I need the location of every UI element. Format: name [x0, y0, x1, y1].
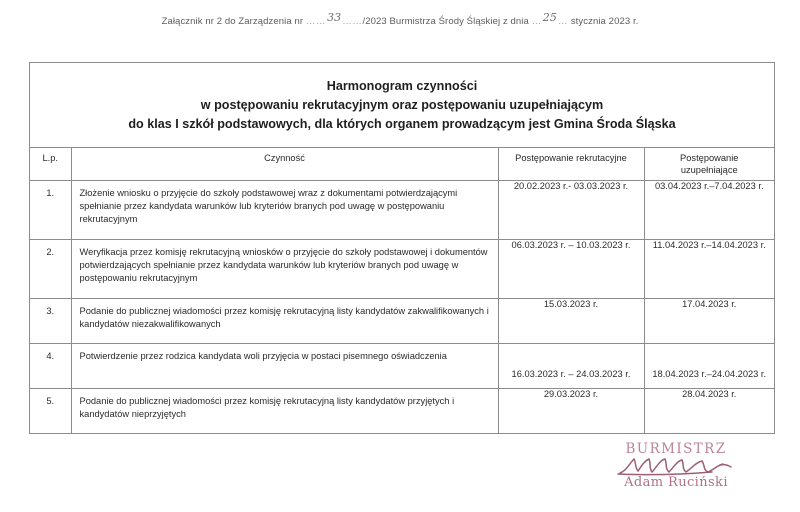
- cell-lp: 5.: [30, 389, 71, 434]
- schedule-sheet: [29, 62, 775, 434]
- cell-recruitment: 29.03.2023 r.: [498, 389, 644, 434]
- cell-recruitment: 16.03.2023 r. – 24.03.2023 r.: [498, 344, 644, 389]
- cell-activity: Złożenie wniosku o przyjęcie do szkoły podstawowej wraz z dokumentami potwierdzającymi spełnianie przez kandydata warunków lub kryteriów branych pod uwagę w postępowaniu rekrutacyjnym: [71, 181, 498, 240]
- column-header-supplementary: [644, 148, 774, 181]
- cell-supplementary: 28.04.2023 r.: [644, 389, 774, 434]
- reference-prefix: Załącznik nr 2 do Zarządzenia nr: [161, 16, 304, 27]
- signature-name: Adam Ruciński: [624, 475, 728, 490]
- cell-lp: 4.: [30, 344, 71, 389]
- title-line-3: do klas I szkół podstawowych, dla których organem prowadzącym jest Gmina Środa Śląska: [128, 117, 676, 131]
- cell-recruitment: 20.02.2023 r.- 03.03.2023 r.: [498, 181, 644, 240]
- cell-activity: Weryfikacja przez komisję rekrutacyjną wniosków o przyjęcie do szkoły podstawowej i dokumentów potwierdzających spełnianie przez kandydata warunków lub kryteriów branych pod uwagę w postępowaniu rekrutacyjnym: [71, 240, 498, 299]
- table-row: [30, 299, 774, 344]
- reference-dots-2b: …: [557, 16, 569, 27]
- handwritten-ordinance-number: 33: [327, 11, 342, 24]
- column-header-supplementary-line1: Postępowanie: [680, 153, 739, 163]
- title-line-1: Harmonogram czynności: [326, 79, 478, 93]
- cell-recruitment: 15.03.2023 r.: [498, 299, 644, 344]
- table-header-row: [30, 148, 774, 181]
- schedule-table: [30, 148, 774, 433]
- reference-dots-1b: ……: [342, 16, 363, 27]
- handwritten-day-number: 25: [542, 11, 557, 24]
- cell-recruitment: 06.03.2023 r. – 10.03.2023 r.: [498, 240, 644, 299]
- reference-dots-1: ……: [305, 16, 327, 27]
- cell-activity: Podanie do publicznej wiadomości przez komisję rekrutacyjną listy kandydatów zakwalifikowanych i kandydatów niezakwalifikowanych: [71, 299, 498, 344]
- cell-lp: 1.: [30, 181, 71, 240]
- reference-middle: /2023 Burmistrza Środy Śląskiej z dnia: [362, 16, 529, 27]
- cell-supplementary: 18.04.2023 r.–24.04.2023 r.: [644, 344, 774, 389]
- cell-supplementary: 03.04.2023 r.–7.04.2023 r.: [644, 181, 774, 240]
- document-reference-line: [0, 11, 800, 27]
- document-title-block: [30, 63, 774, 148]
- cell-lp: 3.: [30, 299, 71, 344]
- cell-supplementary: 11.04.2023 r.–14.04.2023 r.: [644, 240, 774, 299]
- handwritten-signature-icon: [596, 456, 756, 477]
- column-header-recruitment: Postępowanie rekrutacyjne: [498, 148, 644, 181]
- cell-lp: 2.: [30, 240, 71, 299]
- table-row: [30, 181, 774, 240]
- column-header-activity: Czynność: [71, 148, 498, 181]
- column-header-supplementary-line2: uzupełniające: [680, 165, 738, 175]
- cell-activity: Podanie do publicznej wiadomości przez komisję rekrutacyjną listy kandydatów przyjętych i kandydatów nieprzyjętych: [71, 389, 498, 434]
- cell-supplementary: 17.04.2023 r.: [644, 299, 774, 344]
- reference-dots-2: …: [531, 16, 542, 27]
- column-header-lp: L.p.: [30, 148, 71, 181]
- title-line-2: w postępowaniu rekrutacyjnym oraz postępowaniu uzupełniającym: [200, 98, 604, 112]
- table-row: [30, 240, 774, 299]
- cell-activity: Potwierdzenie przez rodzica kandydata woli przyjęcia w postaci pisemnego oświadczenia: [71, 344, 498, 389]
- signature-title: BURMISTRZ: [625, 441, 727, 457]
- table-row: [30, 344, 774, 389]
- signature-block: [596, 441, 756, 491]
- reference-suffix: stycznia 2023 r.: [570, 16, 639, 27]
- table-row: [30, 389, 774, 434]
